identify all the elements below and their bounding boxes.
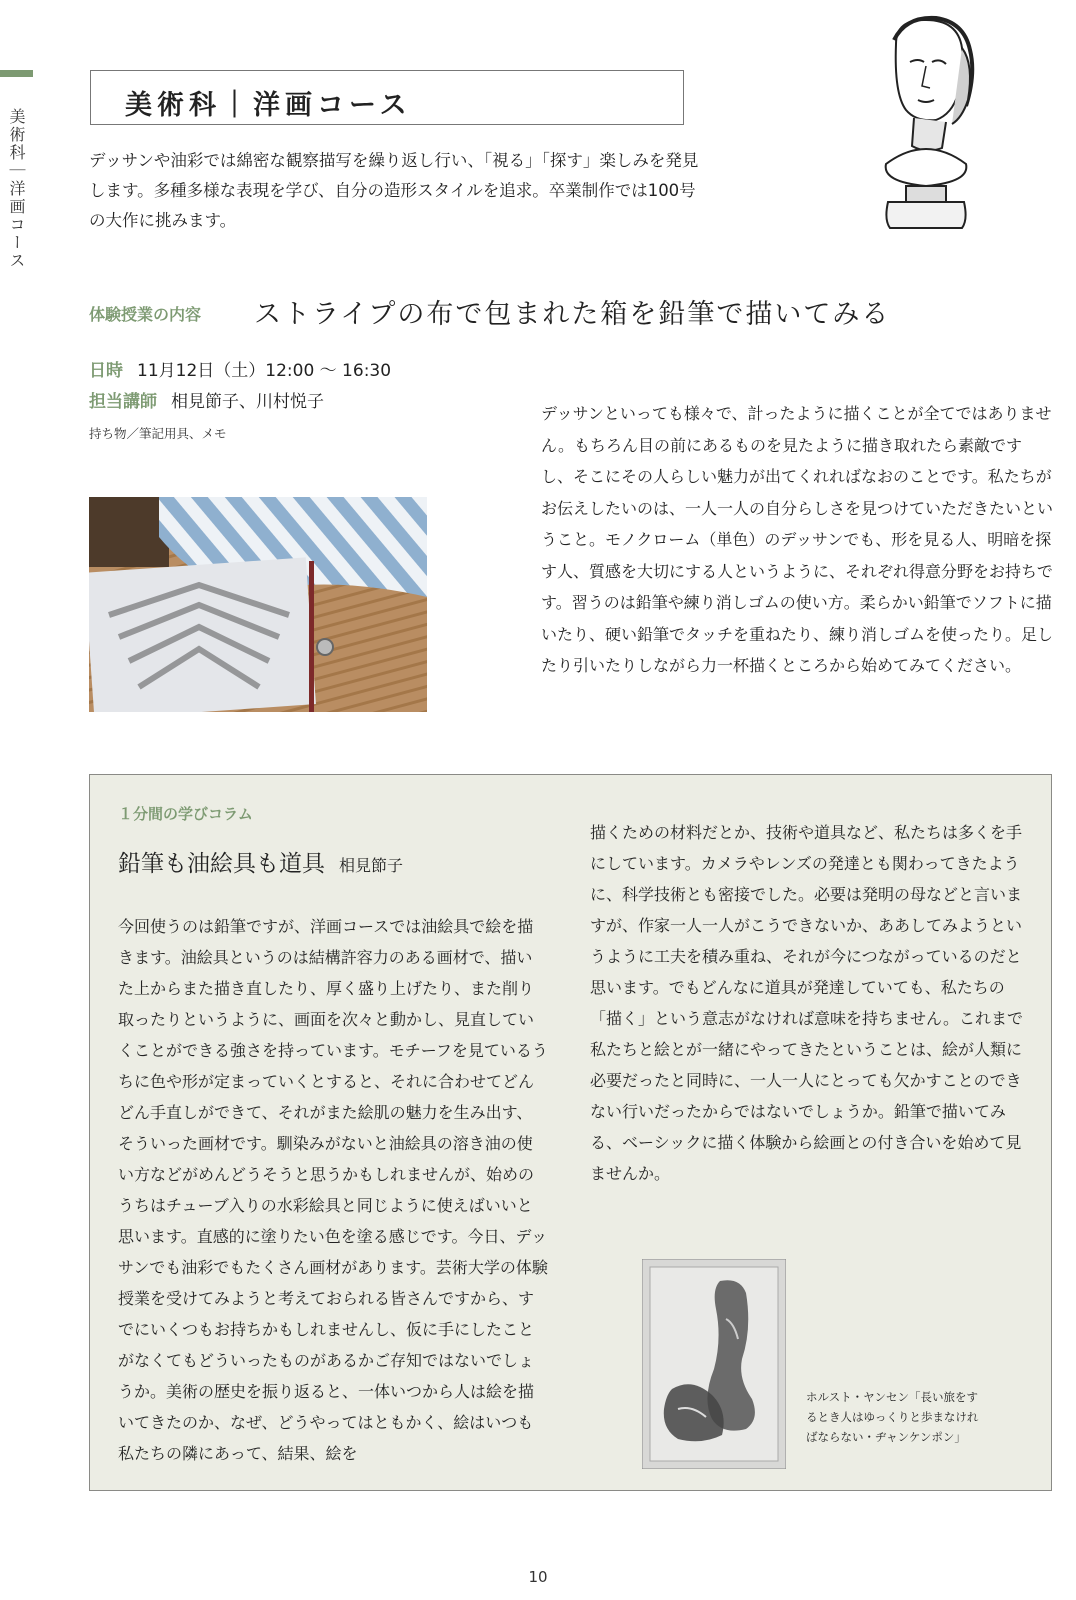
side-section-label: 美術科｜洋画コース <box>7 108 26 270</box>
column-label: １分間の学びコラム <box>118 805 253 823</box>
column-title: 鉛筆も油絵具も道具 <box>118 851 325 877</box>
section-title-box <box>90 70 684 125</box>
learning-column <box>89 774 1052 1491</box>
column-title-row <box>118 845 403 878</box>
column-text-left: 今回使うのは鉛筆ですが、洋画コースでは油絵具で絵を描きます。油絵具というのは結構許容力のある画材で、描いた上からまた描き直したり、厚く盛り上げたり、また削り取ったりというように、画面を次々と動かし、見直していくことができる強さを持っています。モチーフを見ているうちに色や形が定まっていくとすると、それに合わせてどんどん手直しができて、それがまた絵肌の魅力を生み出す、そういった画材です。馴染みがないと油絵具の溶き油の使い方などがめんどうそうと思うかもしれませんが、始めのうちはチューブ入りの水彩絵具と同じように使えばいいと思います。直感的に塗りたい色を塗る感じです。今日、デッサンでも油彩でもたくさん画材があります。芸術大学の体験授業を受けてみようと考えておられる皆さんですから、すでにいくつもお持ちかもしれませんし、仮に手にしたことがなくてもどういったものがあるかご存知ではないでしょうか。美術の歴史を振り返ると、一体いつから人は絵を描いてきたのか、なぜ、どうやってはともかく、絵はいつも私たちの隣にあって、結果、絵を <box>118 917 548 1463</box>
belongings: 持ち物／筆記用具、メモ <box>89 426 227 441</box>
section-title: 美術科｜洋画コース <box>125 90 412 121</box>
side-accent-bar <box>0 70 33 77</box>
course-intro: デッサンや油彩では綿密な観察描写を繰り返し行い、「視る」「探す」楽しみを発見します。多種多様な表現を学び、自分の造形スタイルを追求。卒業制作では100号の大作に挑みます。 <box>89 151 699 230</box>
janssen-etching-image <box>642 1259 786 1469</box>
lesson-teacher-row <box>89 387 324 412</box>
lesson-date-row <box>89 356 391 381</box>
column-text-right: 描くための材料だとか、技術や道具など、私たちは多くを手にしています。カメラやレンズの発達とも関わってきたように、科学技術とも密接でした。必要は発明の母などと言いますが、作家一人一人がこうできないか、ああしてみようというように工夫を積み重ね、それが今につながっているのだと思います。でもどんなに道具が発達していても、私たちの「描く」という意志がなければ意味を持ちません。これまで私たちと絵とが一緒にやってきたということは、絵が人類に必要だったと同時に、一人一人にとっても欠かすことのできない行いだったからではないでしょうか。鉛筆で描いてみる、ベーシックに描く体験から絵画との付き合いを始めて見ませんか。 <box>590 823 1023 1183</box>
etching-caption: ホルスト・ヤンセン「長い旅をするとき人はゆっくりと歩まなければならない・ヂャンケンポン」 <box>806 1390 979 1444</box>
plaster-bust-illustration <box>866 14 986 236</box>
teacher-value: 相見節子、川村悦子 <box>171 392 324 412</box>
teacher-key: 担当講師 <box>89 392 157 412</box>
lesson-heading-title: ストライプの布で包まれた箱を鉛筆で描いてみる <box>254 299 891 330</box>
column-author: 相見節子 <box>339 856 404 875</box>
lesson-description: デッサンといっても様々で、計ったように描くことが全てではありません。もちろん目の前にあるものを見たように描き取れたら素敵ですし、そこにその人らしい魅力が出てくれればなおのことです。私たちがお伝えしたいのは、一人一人の自分らしさを見つけていただきたいということ。モノクローム（単色）のデッサンでも、形を見る人、明暗を探す人、質感を大切にする人というように、それぞれ得意分野をお持ちです。習うのは鉛筆や練り消しゴムの使い方。柔らかい鉛筆でソフトに描いたり、硬い鉛筆でタッチを重ねたり、練り消しゴムを使ったり。足したり引いたりしながら力一杯描くところから始めてみてください。 <box>541 404 1054 675</box>
page-number: 10 <box>528 1568 548 1586</box>
striped-cloth-drawing-photo <box>89 497 427 712</box>
date-key: 日時 <box>89 361 123 381</box>
lesson-heading-label: 体験授業の内容 <box>89 305 202 324</box>
date-value: 11月12日（土）12:00 〜 16:30 <box>137 361 392 381</box>
